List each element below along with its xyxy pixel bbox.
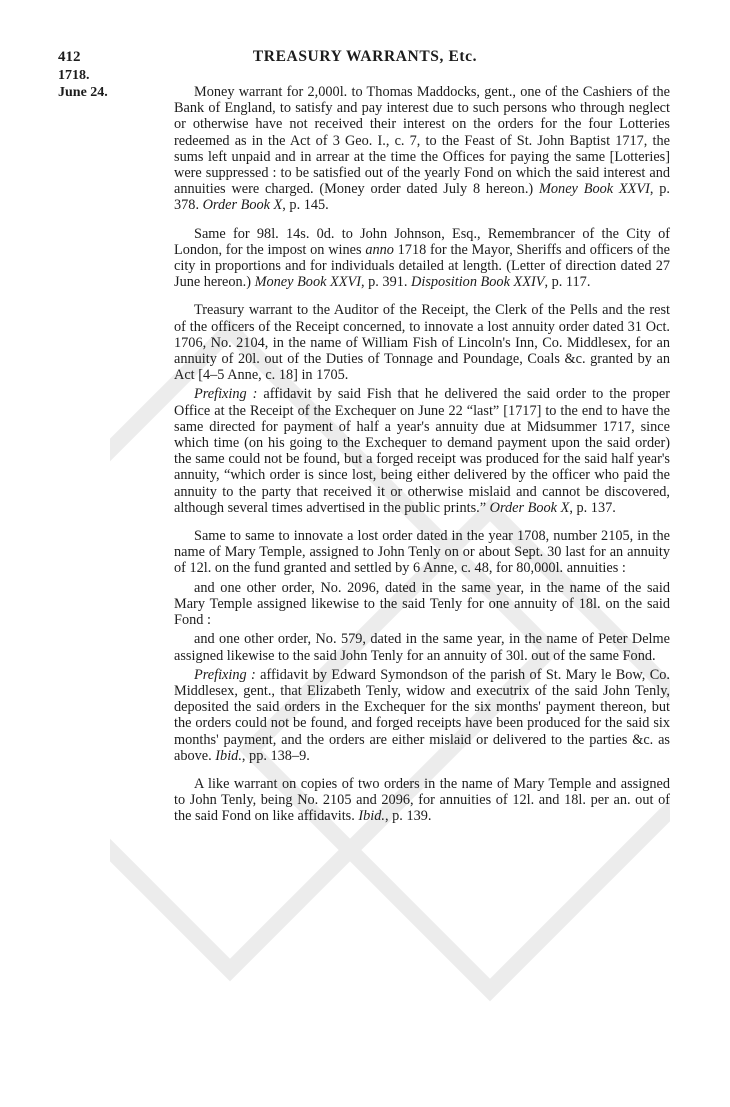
source-reference: Ibid. bbox=[215, 747, 242, 764]
entry-order-579 bbox=[174, 631, 670, 663]
source-page: , p. 391. bbox=[360, 274, 412, 291]
margin-year: 1718. bbox=[58, 68, 90, 83]
prefixing-label: Prefixing : bbox=[194, 666, 256, 683]
prefixing-label: Prefixing : bbox=[194, 386, 258, 403]
source-page: , p. 117. bbox=[544, 274, 591, 291]
document-body bbox=[174, 84, 670, 825]
source-reference: Disposition Book XXIV bbox=[411, 274, 545, 291]
page-number: 412 bbox=[58, 49, 81, 65]
source-reference: Money Book XXVI bbox=[538, 181, 650, 198]
source-page: , p. 137. bbox=[569, 499, 616, 516]
entry-johnson-remembrancer bbox=[174, 226, 670, 291]
source-page: , p. 378. bbox=[174, 181, 670, 214]
source-page: , p. 139. bbox=[385, 808, 432, 825]
entry-prefixing-symondson bbox=[174, 667, 670, 764]
entry-text: 1718 for the Mayor, Sheriffs and officers of the city in proportions and for individuals detailed at length. (Letter of direction dated 27 June hereon.) bbox=[174, 241, 670, 291]
latin-term: anno bbox=[365, 241, 394, 258]
source-reference: Ibid. bbox=[358, 808, 385, 825]
entry-text: and one other order, No. 579, dated in the same year, in the name of Peter Delme assigned likewise to the said John Tenly for an annuity of 30l. out of the same Fond. bbox=[174, 631, 670, 664]
entry-text: Same to same to innovate a lost order dated in the year 1708, number 2105, in the name of Mary Temple, assigned to John Tenly on or about Sept. 30 last for an annuity of 12l. on the fund granted and settled by 6 Anne, c. 48, for 80,000l. annuities : bbox=[174, 528, 670, 577]
entry-treasury-warrant-fish bbox=[174, 302, 670, 383]
entry-text: Treasury warrant to the Auditor of the Receipt, the Clerk of the Pells and the rest of the officers of the Receipt concerned, to innovate a lost annuity order dated 31 Oct. 1706, No. 2104, in the name of William Fish of Lincoln's Inn, Co. Middlesex, for an annuity of 20l. out of the Duties of Tonnage and Poundage, Coals &c. granted by an Act [4–5 Anne, c. 18] in 1705. bbox=[174, 302, 670, 384]
entry-like-warrant-copies bbox=[174, 776, 670, 825]
entry-text: affidavit by Edward Symondson of the parish of St. Mary le Bow, Co. Middlesex, gent., that Elizabeth Tenly, widow and executrix of the said John Tenly, deposited the said orders in the Exchequer for the six months' payment thereon, but the orders could not be found, and forged receipts have been produced for the said six months' payment, and the orders are either mislaid or delivered to the parties &c. as above. bbox=[174, 666, 670, 764]
entry-text: affidavit by said Fish that he delivered the said order to the proper Office at the Receipt of the Exchequer on June 22 “last” [1717] to the end to have the same directed for payment of half a year's annuity due at Midsummer 1717, since which time (on his going to the Exchequer to demand payment upon the said order) the same could not be found, but a forged receipt was produced for the said half year's annuity, “which order is since lost, being either delivered by the officer who paid the annuity to the party that received it or otherwise mislaid and cannot be discovered, although several times advertised in the public prints.” bbox=[174, 386, 670, 516]
entry-lost-order-temple bbox=[174, 528, 670, 577]
source-reference: Order Book X bbox=[202, 197, 283, 214]
margin-date: June 24. bbox=[58, 85, 108, 100]
entry-prefixing-fish bbox=[174, 386, 670, 516]
source-reference: Money Book XXVI bbox=[254, 274, 361, 291]
source-reference: Order Book X bbox=[489, 499, 570, 516]
source-page: , pp. 138–9. bbox=[241, 747, 310, 764]
entry-text: and one other order, No. 2096, dated in the same year, in the name of the said Mary Temple assigned likewise to the said Tenly for one annuity of 18l. on the said Fond : bbox=[174, 579, 670, 629]
entry-money-warrant-maddocks bbox=[174, 84, 670, 214]
source-page: , p. 145. bbox=[282, 197, 329, 214]
entry-text: Same for 98l. 14s. 0d. to John Johnson, Esq., Remembrancer of the City of London, for the impost on wines bbox=[174, 225, 670, 258]
entry-text: A like warrant on copies of two orders in the name of Mary Temple and assigned to John Tenly, being No. 2105 and 2096, for annuities of 12l. and 18l. per an. out of the said Fond on like affidavits. bbox=[174, 775, 670, 825]
entry-order-2096 bbox=[174, 580, 670, 629]
running-title: TREASURY WARRANTS, Etc. bbox=[252, 48, 478, 65]
entry-text: Money warrant for 2,000l. to Thomas Maddocks, gent., one of the Cashiers of the Bank of England, to satisfy and pay interest due to such persons who through neglect or otherwise have not received their interest on the orders for the four Lotteries redeemed as in the Act of 3 Geo. I., c. 7, to the Feast of St. John Baptist 1717, the sums left unpaid and in arrear at the time the Offices for paying the same [Lotteries] were suppressed : to be satisfied out of the yearly Fond on which the said interest and annuities were charged. (Money order dated July 8 hereon.) bbox=[174, 84, 670, 198]
